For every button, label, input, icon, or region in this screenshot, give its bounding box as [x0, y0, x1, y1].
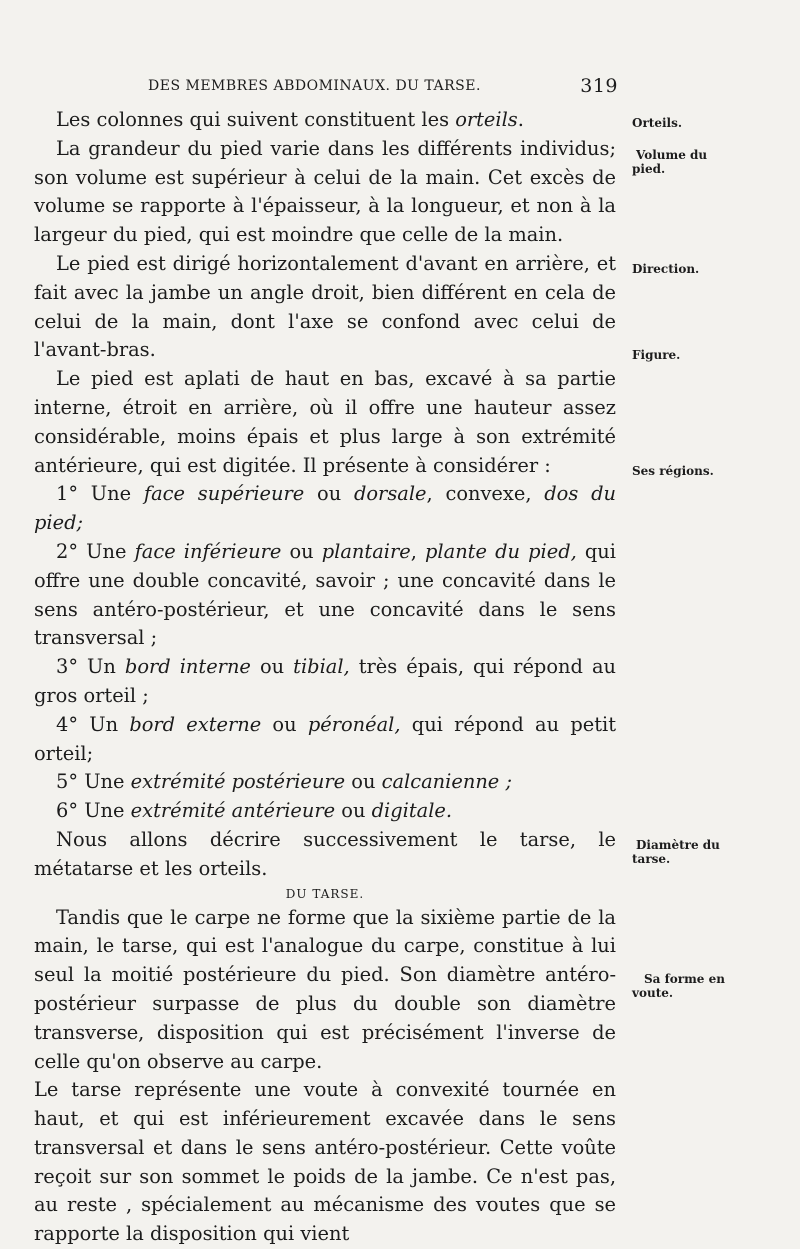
- paragraph-orteils: Les colonnes qui suivent constituent les orteils.: [56, 108, 524, 131]
- sidenote-regions: Ses régions.: [632, 464, 714, 478]
- paragraph-voute: Le tarse représente une voute à convexité tournée en haut, et qui est inférieurement excavée dans le sens transversal et dans le sens antéro-postérieur. Cette voûte reçoit sur son sommet le poids de la jambe. Ce n'est pas, au reste , spécialement au mécanisme des voutes que se rapporte la disposition qui vient: [34, 1078, 616, 1246]
- paragraph-direction: Le pied est dirigé horizontalement d'avant en arrière, et fait avec la jambe un angle droit, bien différent en cela de celui de la main, dont l'axe se confond avec celui de l'avant-bras.: [34, 251, 616, 362]
- page-number: 319: [580, 75, 618, 97]
- list-item-3: 3° Un bord interne ou tibial, très épais, qui répond au gros orteil ;: [34, 655, 616, 707]
- section-title: DU TARSE.: [285, 886, 365, 901]
- sidenote-figure: Figure.: [632, 348, 681, 362]
- sidenote-volume: Volume du pied.: [632, 148, 708, 176]
- sidenote-direction: Direction.: [632, 262, 700, 276]
- paragraph-volume: La grandeur du pied varie dans les différents individus; son volume est supérieur à celui de la main. Cet excès de volume se rapporte à l'épaisseur, à la longueur, et non à la largeur du pied, qui est moindre que celle de la main.: [34, 136, 616, 247]
- paragraph-plan: Nous allons décrire successivement le tarse, le métatarse et les orteils.: [34, 827, 616, 880]
- header-title: DES MEMBRES ABDOMINAUX. DU TARSE.: [148, 78, 481, 94]
- paragraph-figure: Le pied est aplati de haut en bas, excavé à sa partie interne, étroit en arrière, où il offre une hauteur assez considérable, moins épais et plus large à son extrémité antérieure, qui est digitée. Il présente à considérer :: [34, 367, 616, 477]
- list-item-4: 4° Un bord externe ou péronéal, qui répond au petit orteil;: [34, 712, 616, 765]
- sidenote-diametre: Diamètre du tarse.: [632, 838, 720, 866]
- paragraph-diametre: Tandis que le carpe ne forme que la sixième partie de la main, le tarse, qui est l'analogue du carpe, constitue à lui seul la moitié postérieure du pied. Son diamètre antéro-postérieur surpasse de plus du double son diamètre transverse, disposition qui est précisément l'inverse de celle qu'on observe au carpe.: [34, 905, 616, 1073]
- list-item-5: 5° Une extrémité postérieure ou calcanienne ;: [56, 770, 512, 794]
- list-item-2: 2° Une face inférieure ou plantaire, plante du pied, qui offre une double concavité, savoir ; une concavité dans le sens antéro-postérieur, et une concavité dans le sens transversal ;: [34, 539, 616, 650]
- list-item-6: 6° Une extrémité antérieure ou digitale.: [56, 799, 453, 823]
- sidenote-orteils: Orteils.: [632, 116, 683, 130]
- list-item-1: 1° Une face supérieure ou dorsale, convexe, dos du pied;: [34, 482, 616, 535]
- sidenote-forme: Sa forme en voute.: [632, 972, 725, 1000]
- main-text: [34, 106, 616, 1249]
